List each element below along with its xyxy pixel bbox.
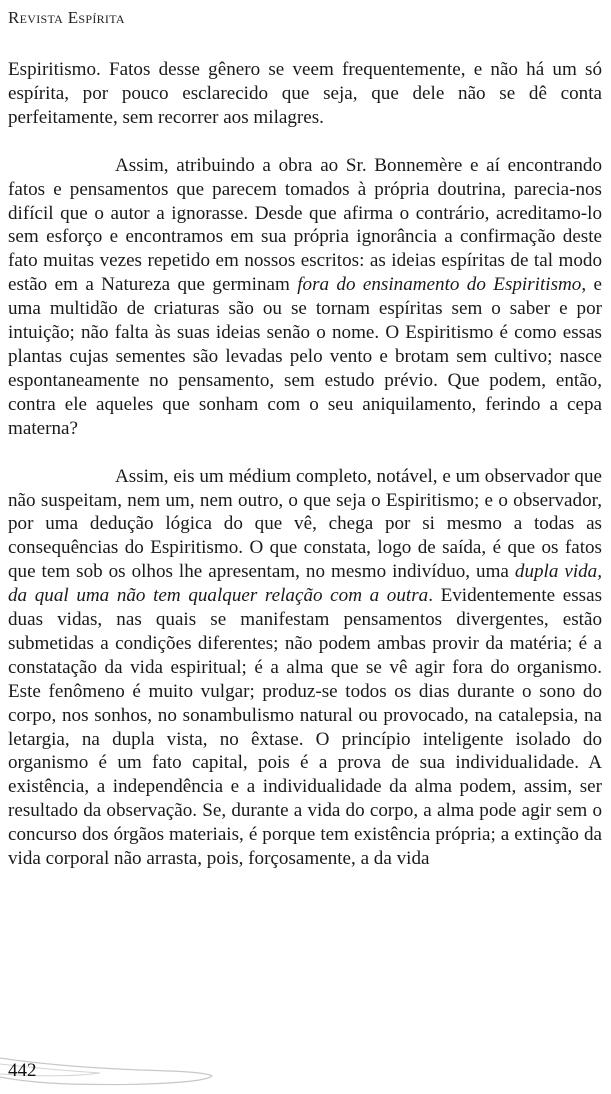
swirl-ornament-icon <box>0 1050 611 1094</box>
running-head: Revista Espírita <box>8 8 125 27</box>
text-run: Assim, eis um médium completo, notável, e um observador que não suspeitam, nem um, nem outro, o que seja o Espiritismo; e o observador, por uma dedução lógica do que vê, chega por si mesmo a todas as consequências do Espiritismo. O que constata, logo de saída, é que os fatos que tem sob os olhos lhe apresentam, no mesmo indivíduo, uma <box>8 465 602 583</box>
body-text <box>8 58 602 871</box>
footer-ornament <box>0 1050 611 1094</box>
text-run: . Evidentemente essas duas vidas, nas quais se manifestam pensamentos divergentes, estão submetidas a condições diferentes; não podem ambas provir da matéria; é a constatação da vida espiritual; é a alma que se vê agir fora do organismo. Este fenômeno é muito vulgar; produz-se todos os dias durante o sono do corpo, nos sonhos, no sonambulismo natural ou provocado, na catalepsia, na letargia, na dupla vista, no êxtase. O princípio inteligente isolado do organismo é um fato capital, pois é a prova de sua individualidade. A existência, a independência e a individualidade da alma podem, assim, ser resultado da observação. Se, durante a vida do corpo, a alma pode agir sem o concurso dos órgãos materiais, é porque tem existência própria; a extinção da vida corporal não arrasta, pois, forçosamente, a da vida <box>8 585 602 870</box>
italic-phrase: dupla vida, da qual uma não tem qualquer relação com a outra <box>8 561 602 607</box>
italic-phrase: fora do ensinamento do Espiritismo <box>297 274 582 296</box>
text-run: , e uma multidão de criaturas são ou se tornam espíritas sem o saber e por intuição; não falta às suas ideias senão o nome. O Espiritismo é como essas plantas cujas sementes são levadas pelo vento e brotam sem cultivo; nasce espontaneamente no pensamento, sem estudo prévio. Que podem, então, contra ele aqueles que sonham com o seu aniquilamento, ferindo a cepa materna? <box>8 274 602 439</box>
paragraph <box>8 154 602 441</box>
paragraph <box>8 465 602 871</box>
text-run: Espiritismo. Fatos desse gênero se veem frequentemente, e não há um só espírita, por pouco esclarecido que seja, que dele não se dê conta perfeitamente, sem recorrer aos milagres. <box>8 59 602 128</box>
page-number: 442 <box>8 1060 37 1081</box>
paragraph <box>8 58 602 130</box>
text-run: Assim, atribuindo a obra ao Sr. Bonnemère e aí encontrando fatos e pensamentos que parecem tomados à própria doutrina, parecia-nos difícil que o autor a ignorasse. Desde que afirma o contrário, acreditamo-lo sem esforço e encontramos em sua própria ignorância a confirmação deste fato muitas vezes repetido em nossos escritos: as ideias espíritas de tal modo estão em a Natureza que germinam <box>8 154 602 296</box>
